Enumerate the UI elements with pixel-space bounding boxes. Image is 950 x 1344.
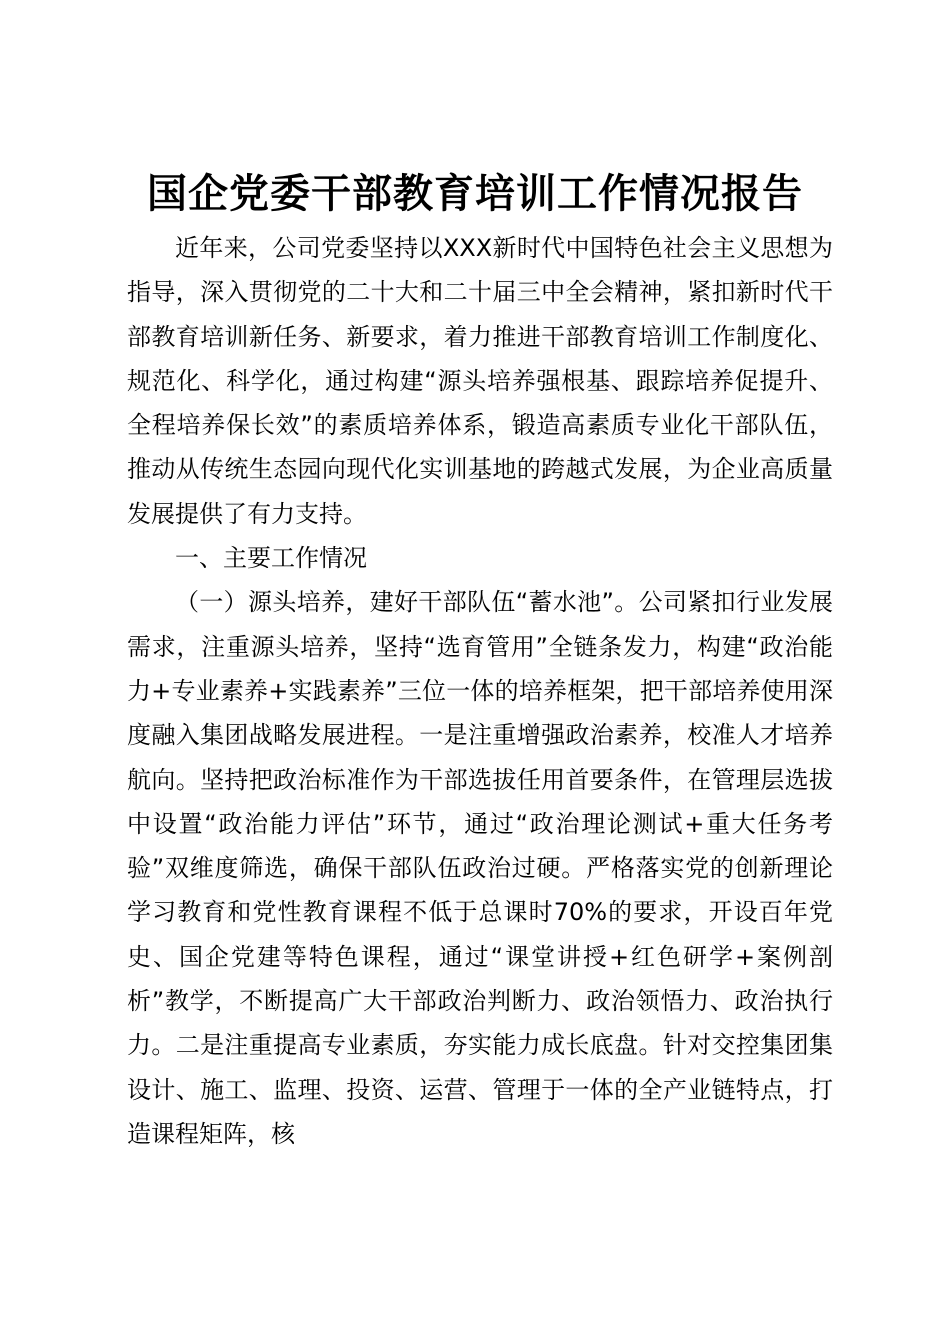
document-body — [127, 226, 833, 1156]
section-heading: 一、主要工作情况 — [175, 544, 367, 573]
subsection-paragraph: （一）源头培养，建好干部队伍“蓄水池”。公司紧扣行业发展需求，注重源头培养，坚持“选育管用”全链条发力，构建“政治能力+专业素养+实践素养”三位一体的培养框架，把干部培养使用深度融入集团战略发展进程。一是注重增强政治素养，校准人才培养航向。坚持把政治标准作为干部选拔任用首要条件，在管理层选拔中设置“政治能力评估”环节，通过“政治理论测试+重大任务考验”双维度筛选，确保干部队伍政治过硬。严格落实党的创新理论学习教育和党性教育课程不低于总课时70%的要求，开设百年党史、国企党建等特色课程，通过“课堂讲授+红色研学+案例剖析”教学，不断提高广大干部政治判断力、政治领悟力、政治执行力。二是注重提高专业素质，夯实能力成长底盘。针对交控集团集设计、施工、监理、投资、运营、管理于一体的全产业链特点，打造课程矩阵，核 — [127, 588, 833, 1148]
intro-paragraph: 近年来，公司党委坚持以XXX新时代中国特色社会主义思想为指导，深入贯彻党的二十大和二十届三中全会精神，紧扣新时代干部教育培训新任务、新要求，着力推进干部教育培训工作制度化、规范化、科学化，通过构建“源头培养强根基、跟踪培养促提升、全程培养保长效”的素质培养体系，锻造高素质专业化干部队伍，推动从传统生态园向现代化实训基地的跨越式发展，为企业高质量发展提供了有力支持。 — [127, 234, 833, 528]
document-title: 国企党委干部教育培训工作情况报告 — [147, 170, 803, 217]
